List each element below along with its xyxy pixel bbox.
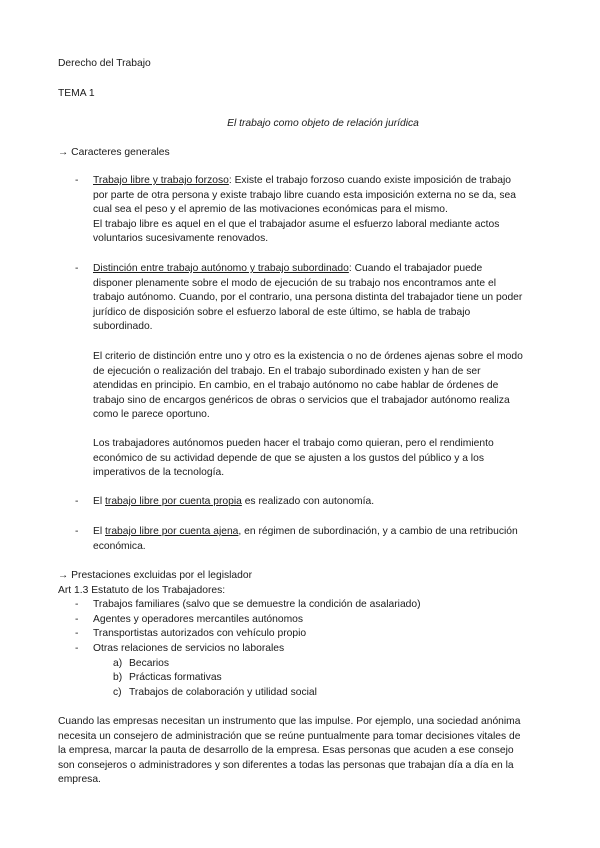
sub-list-label: b) [113,672,123,684]
paragraph-line: Los trabajadores autónomos pueden hacer el trabajo como quieran, pero el rendimiento [93,438,494,449]
closing-line: la empresa, marcar la pauta de desarrollo de la empresa. Esas personas que acuden a ese consejo [58,745,514,757]
sub-list-item: Prácticas formativas [129,672,222,684]
list-item: Agentes y operadores mercantiles autónomos [93,613,304,625]
paragraph-line: económico de su actividad depende de que se ajusten a los gustos del público y a los [93,452,484,464]
item-line: económica. [93,540,146,552]
term-cuenta-propia: trabajo libre por cuenta propia [105,496,242,507]
dash-bullet: - [75,526,79,537]
term-trabajo-libre: Trabajo libre y trabajo forzoso [93,175,229,186]
item-line: disponer plenamente sobre el modo de ejecución de su trabajo nos encontramos ante el [93,277,496,289]
section-heading-caracteres: → Caracteres generales [58,147,170,158]
dash-bullet: - [75,613,79,625]
paragraph-line: de ejecución o realización del trabajo. En el trabajo subordinado existen y han de ser [93,365,481,377]
list-item: Otras relaciones de servicios no laborales [93,643,285,654]
closing-line: Cuando las empresas necesitan un instrumento que las impulse. Por ejemplo, una sociedad anónima [58,716,521,727]
item-trabajo-libre [93,174,511,189]
item-post: es realizado con autonomía. [241,496,375,507]
dash-bullet: - [75,496,79,507]
closing-line: necesita un consejero de administración que se reúne puntualmente para tomar decisiones vitales de [58,730,521,742]
paragraph-line: trabajo sino de encargos genéricos de obras o servicios que el trabajador autónomo realiza [93,394,510,406]
closing-line: son consejeros o administradores y son diferentes a todas las personas que trabajan día a día en la [58,759,514,771]
item-line: : Cuando el trabajador puede [348,263,483,274]
closing-line: empresa. [58,774,101,786]
paragraph-line: atendidas en principio. En cambio, en el trabajo autónomo no cabe hablar de órdenes de [93,380,499,392]
item-line: cual sea el peso y el apremio de las motivaciones económicas para el mismo. [93,204,448,216]
item-distincion [93,262,482,277]
paragraph-line: El criterio de distinción entre uno y otro es la existencia o no de órdenes ajenas sobre el modo [93,351,523,362]
item-line: voluntarios sucesivamente renovados. [93,233,269,245]
doc-subject: Derecho del Trabajo [58,58,151,69]
item-line: El trabajo libre es aquel en el que el trabajador asume el esfuerzo laboral mediante actos [93,218,500,230]
paragraph-line: imperativos de la tecnología. [93,467,225,479]
dash-bullet: - [75,263,79,274]
item-line: : Existe el trabajo forzoso cuando existe imposición de trabajo [228,175,512,186]
dash-bullet: - [75,628,79,640]
list-item: Trabajos familiares (salvo que se demuestre la condición de asalariado) [93,599,421,611]
item-pre: El [93,526,106,537]
dash-bullet: - [75,643,79,654]
list-item: Transportistas autorizados con vehículo propio [93,628,307,640]
section-subheading-art: Art 1.3 Estatuto de los Trabajadores: [58,584,226,596]
sub-list-label: a) [113,657,123,669]
section-heading-prestaciones: → Prestaciones excluidas por el legislador [58,570,253,581]
term-distincion: Distinción entre trabajo autónomo y trabajo subordinado [93,263,349,274]
dash-bullet: - [75,175,79,186]
sub-list-item: Becarios [129,657,170,669]
term-cuenta-ajena: trabajo libre por cuenta ajena [105,526,239,537]
sub-list-item: Trabajos de colaboración y utilidad social [129,686,317,698]
doc-title: El trabajo como objeto de relación jurídica [227,118,419,129]
item-line: trabajo autónomo. Cuando, por el contrario, una persona distinta del trabajador tiene un poder [93,292,523,304]
item-line: por parte de otra persona y existe trabajo libre cuando esta imposición externa no se da, sea [93,189,516,201]
sub-list-label: c) [113,686,122,698]
item-post: , en régimen de subordinación, y a cambio de una retribución [238,526,518,537]
item-pre: El [93,496,106,507]
doc-tema: TEMA 1 [58,88,95,99]
dash-bullet: - [75,599,79,611]
paragraph-line: como le parece oportuno. [93,409,210,421]
item-line: jurídico de disposición sobre el esfuerzo laboral de este último, se habla de trabajo [93,306,471,318]
item-cuenta-propia [93,495,374,510]
item-cuenta-ajena [93,525,518,540]
item-line: subordinado. [93,321,153,333]
